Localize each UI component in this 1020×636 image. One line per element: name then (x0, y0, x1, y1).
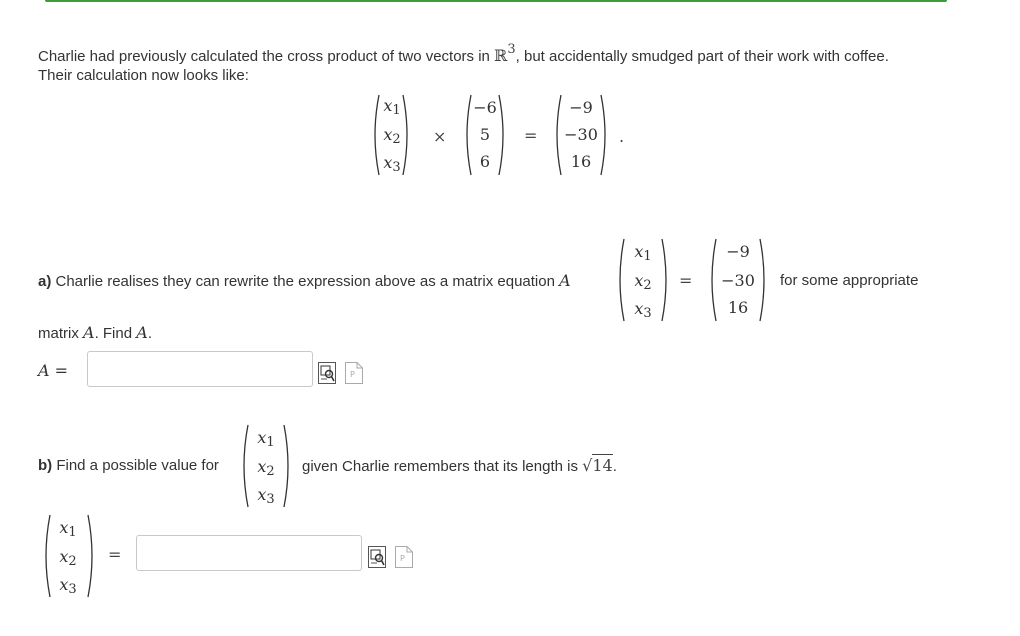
part-a-result-entry-3: 16 (727, 298, 749, 317)
matrix-symbol: A (559, 271, 571, 290)
part-a-text: Charlie realises they can rewrite the expression above as a matrix equation (51, 273, 560, 290)
part-a-x-entry-3: $x_3$ (634, 299, 652, 321)
part-a-x-entry-2: $x_2$ (634, 271, 652, 293)
vector-x-display (370, 92, 412, 178)
vector-result-display (552, 92, 610, 178)
answer-b-equals: = (108, 545, 122, 564)
answer-b-x-entry-2: $x_2$ (59, 547, 77, 569)
vector-b-entry-1: −6 (473, 98, 497, 117)
answer-b-input[interactable] (136, 535, 362, 571)
matrix-editor-icon[interactable] (318, 362, 336, 384)
vector-result-entry-1: −9 (569, 98, 593, 117)
part-a-text-after: for some appropriate (780, 272, 919, 289)
answer-b-x-entry-1: $x_1$ (59, 518, 77, 540)
top-accent-bar (45, 0, 947, 2)
intro-text-before: Charlie had previously calculated the cross product of two vectors in (38, 48, 495, 65)
vector-result-entry-2: −30 (564, 125, 598, 144)
part-a-result-entry-1: −9 (726, 242, 750, 261)
answer-a-prefix: A = (38, 361, 69, 380)
svg-text:P: P (350, 370, 355, 379)
vector-result-entry-3: 16 (570, 152, 592, 171)
vector-x-entry-2: $x_2$ (383, 125, 401, 147)
answer-a-input[interactable] (87, 351, 313, 387)
preview-icon[interactable] (395, 546, 413, 568)
vector-b-entry-3: 6 (479, 152, 491, 171)
intro-line-1 (38, 42, 889, 67)
vector-x-entry-1: $x_1$ (383, 96, 401, 118)
part-b-text: Find a possible value for (52, 457, 219, 474)
times-symbol: × (433, 127, 447, 146)
part-b-text-after: given Charlie remembers that its length is √14. (302, 456, 617, 475)
sqrt-symbol: √ (582, 456, 593, 475)
equation-period: . (619, 127, 625, 146)
part-b-x-entry-3: $x_3$ (257, 485, 275, 507)
real-space-exponent: 3 (507, 42, 516, 57)
svg-text:P: P (400, 554, 405, 563)
part-a-label: a) (38, 273, 52, 290)
part-a-vector-x (614, 236, 672, 324)
intro-line-2: Their calculation now looks like: (38, 67, 249, 84)
equals-symbol: = (524, 126, 538, 145)
part-a-result-vector (706, 236, 770, 324)
part-a-line-2: matrix A. Find A. (38, 323, 152, 342)
part-b-label: b) (38, 457, 53, 474)
matrix-editor-icon[interactable] (368, 546, 386, 568)
part-a-equals: = (679, 271, 693, 290)
part-b-vector-x (238, 422, 294, 510)
real-space-symbol: ℝ (494, 46, 508, 65)
part-a-result-entry-2: −30 (721, 271, 755, 290)
vector-b-display (462, 92, 508, 178)
vector-b-entry-2: 5 (479, 125, 491, 144)
part-a-x-entry-1: $x_1$ (634, 242, 652, 264)
part-b-prompt (38, 456, 219, 476)
part-a-prompt (38, 271, 571, 292)
part-b-x-entry-1: $x_1$ (257, 428, 275, 450)
preview-icon[interactable] (345, 362, 363, 384)
sqrt-value: 14 (592, 456, 613, 475)
answer-b-vector-label (40, 512, 98, 600)
part-b-x-entry-2: $x_2$ (257, 457, 275, 479)
intro-text-after: , but accidentally smudged part of their work with coffee. (515, 48, 889, 65)
vector-x-entry-3: $x_3$ (383, 153, 401, 175)
answer-b-x-entry-3: $x_3$ (59, 575, 77, 597)
